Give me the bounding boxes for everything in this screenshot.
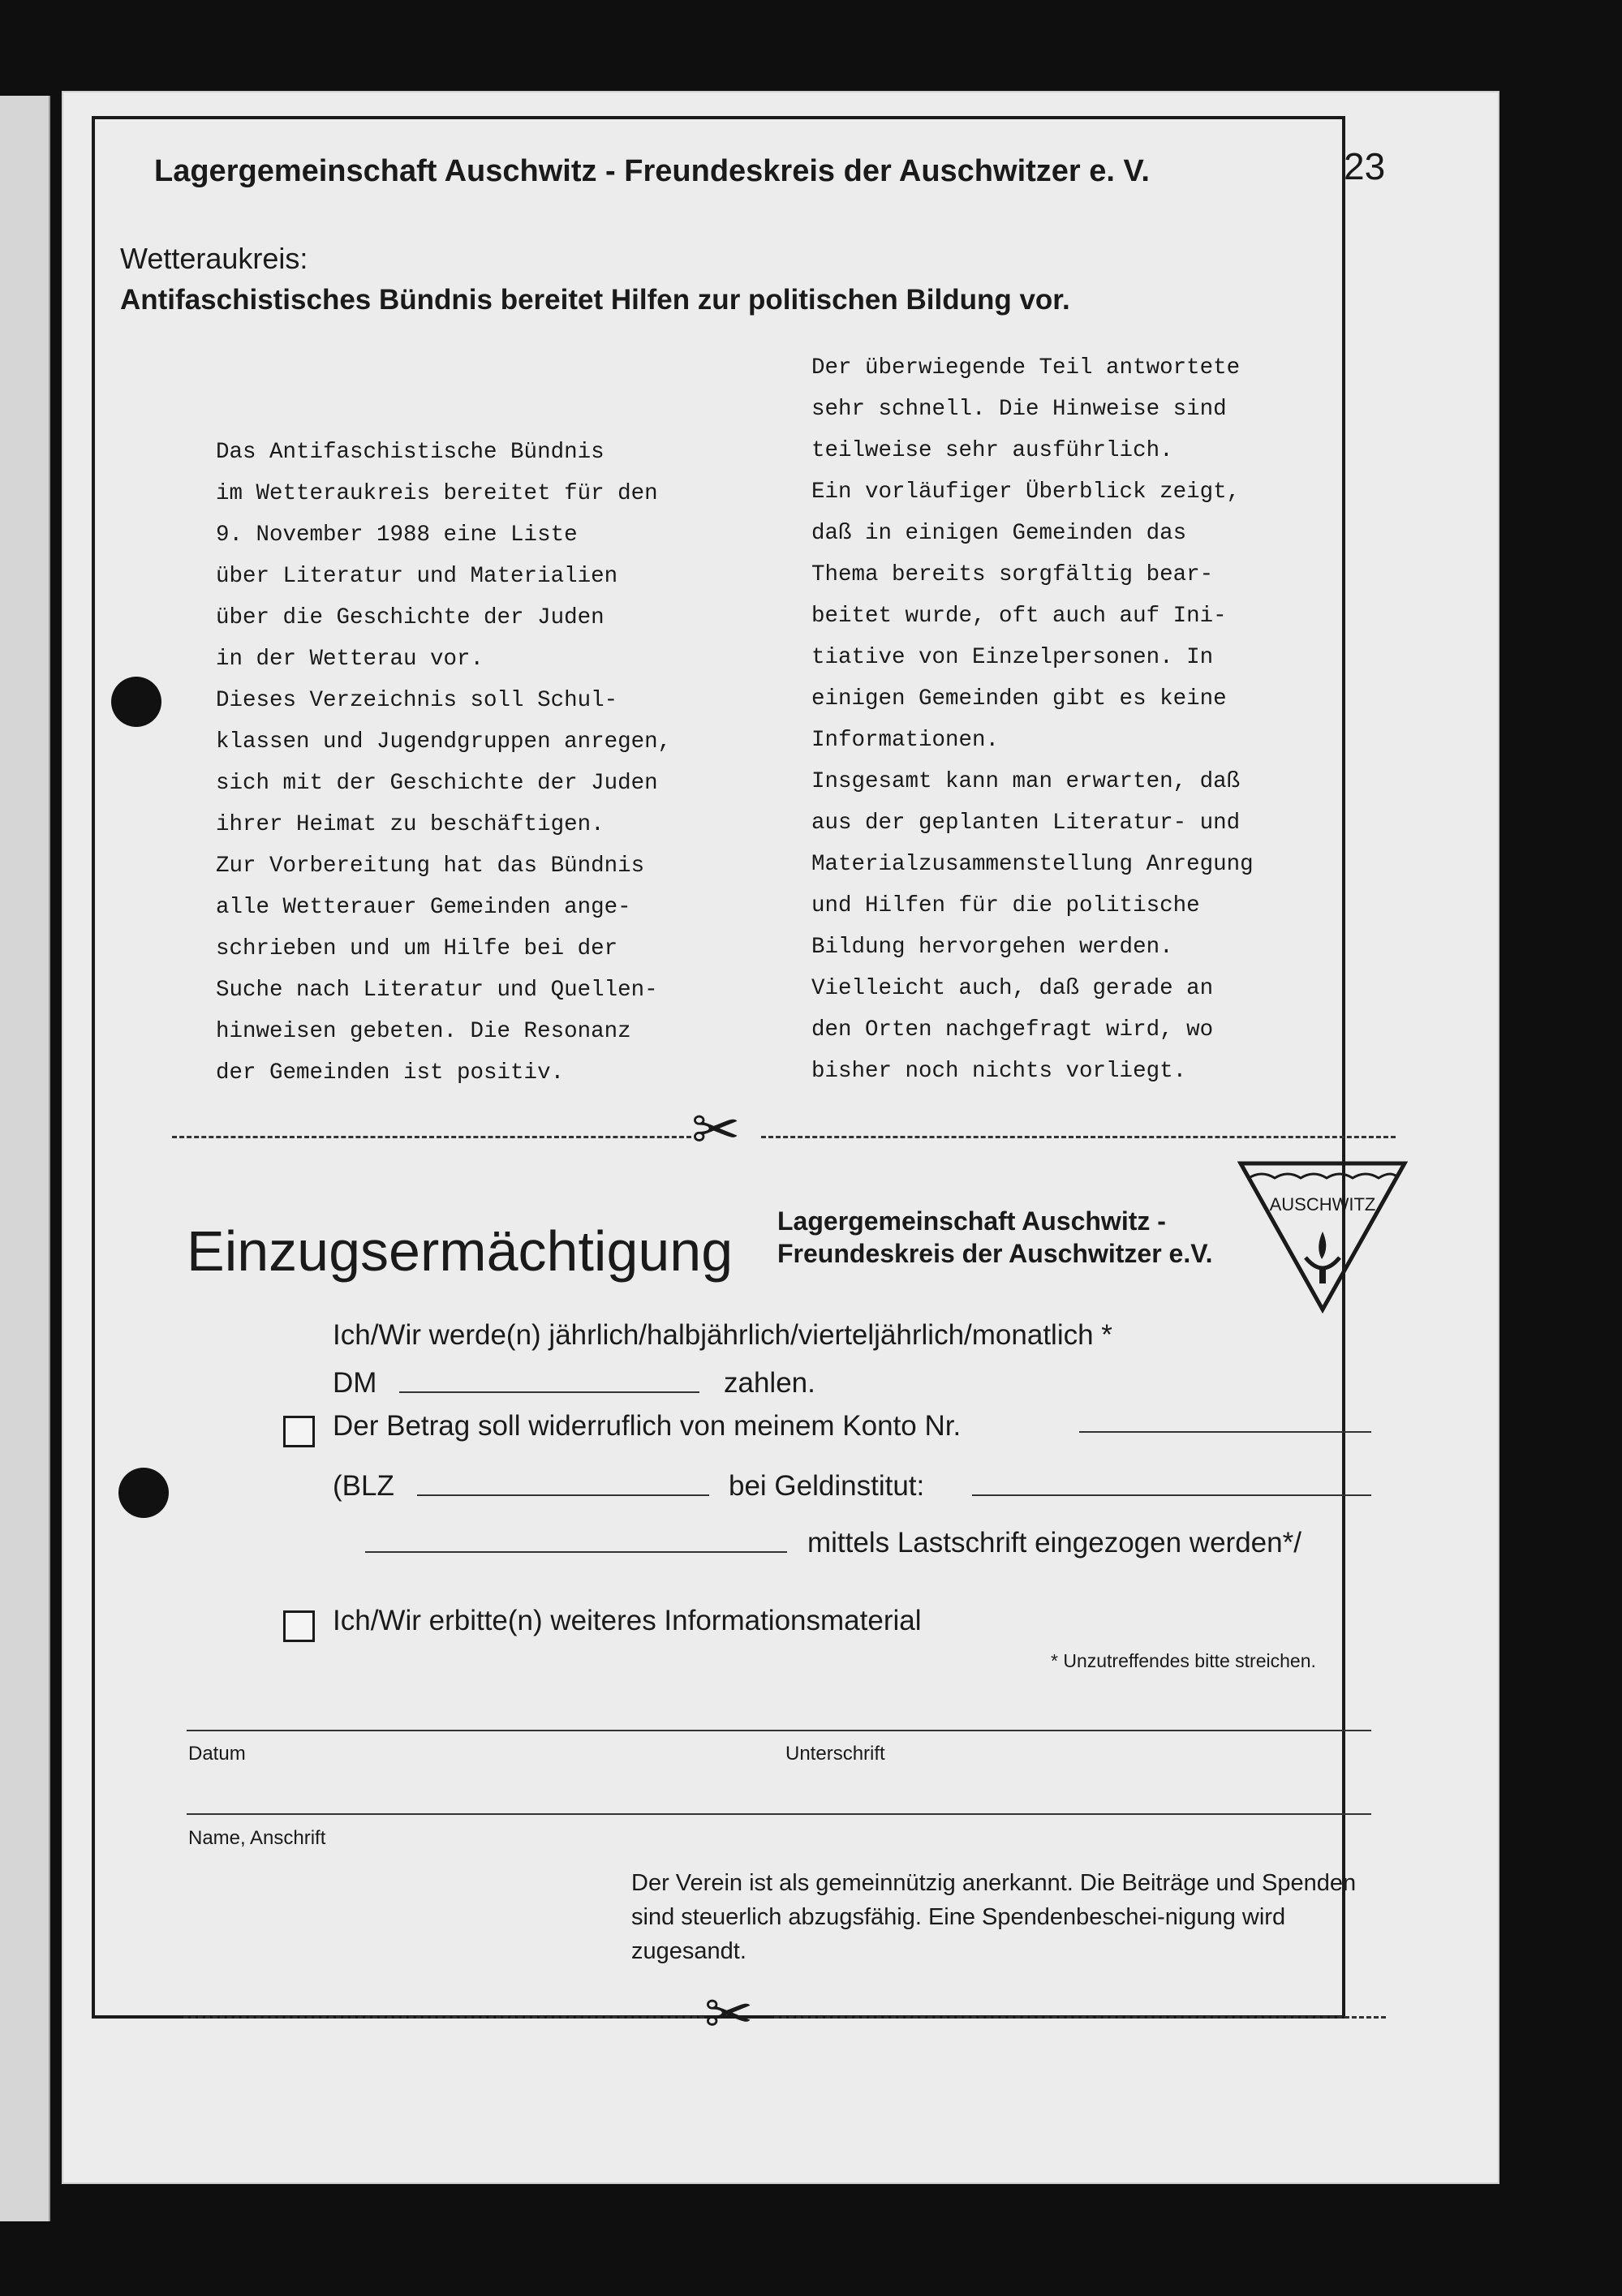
bank-label: bei Geldinstitut: [729, 1470, 925, 1502]
date-signature-line[interactable] [187, 1730, 1371, 1731]
account-line: Der Betrag soll widerruflich von meinem Konto Nr. [333, 1410, 962, 1442]
dm-label: DM [333, 1367, 377, 1399]
page-header-title: Lagergemeinschaft Auschwitz - Freundeskreis der Auschwitzer e. V. [154, 154, 1150, 188]
account-number-field[interactable] [1079, 1431, 1371, 1433]
form-title: Einzugsermächtigung [187, 1219, 734, 1283]
blz-label: (BLZ [333, 1470, 394, 1502]
name-address-label: Name, Anschrift [188, 1827, 326, 1849]
pay-label: zahlen. [724, 1367, 815, 1399]
cut-line-top-left [172, 1136, 691, 1138]
logo-text: AUSCHWITZ [1269, 1194, 1376, 1215]
scissors-icon: ✂ [691, 1098, 741, 1163]
footnote: * Unzutreffendes bitte streichen. [1051, 1650, 1316, 1671]
info-line: Ich/Wir erbitte(n) weiteres Informationsmaterial [333, 1605, 922, 1636]
tax-disclaimer: Der Verein ist als gemeinnützig anerkannt. Die Beiträge und Spenden sind steuerlich abzugsfähig. Eine Spendenbeschei-nigung wird zugesandt. [631, 1870, 1357, 1964]
date-label: Datum [188, 1743, 246, 1765]
article-left-column: Das Antifaschistische Bündnis im Wetteraukreis bereitet für den 9. November 1988 eine Liste über Literatur und Materialien über die Geschichte der Juden in der Wetterau vor. Dieses Verzeichnis soll Schul- klassen und Jugendgruppen anregen, sich mit der Geschichte der Juden ihrer Heimat zu beschäftigen. Zur Vorbereitung hat das Bündnis alle Wetterauer Gemeinden ange- schrieben und um Hilfe bei der Suche nach Literatur und Quellen- hinweisen gebeten. Die Resonanz der Gemeinden ist positiv. [216, 440, 672, 1086]
debit-line: mittels Lastschrift eingezogen werden*/ [807, 1527, 1301, 1559]
cut-line-bottom-right [774, 2016, 1386, 2019]
form-org-line2: Freundeskreis der Auschwitzer e.V. [777, 1239, 1213, 1268]
scissors-icon: ✂ [704, 1982, 754, 2047]
name-address-line[interactable] [187, 1813, 1371, 1815]
amount-field[interactable] [399, 1391, 699, 1393]
frequency-line: Ich/Wir werde(n) jährlich/halbjährlich/vierteljährlich/monatlich * [333, 1319, 1112, 1351]
bank-name-field[interactable] [972, 1494, 1371, 1496]
form-organization [777, 1205, 1213, 1270]
article-region-label: Wetteraukreis: [120, 242, 308, 275]
page-number: 23 [1344, 145, 1386, 187]
auschwitz-logo [1237, 1160, 1408, 1314]
blz-field[interactable] [417, 1494, 709, 1496]
debit-checkbox[interactable] [283, 1416, 315, 1447]
bank-name-field-continued[interactable] [365, 1551, 787, 1553]
article-right-column: Der überwiegende Teil antwortete sehr schnell. Die Hinweise sind teilweise sehr ausführlich. Ein vorläufiger Überblick zeigt, daß in einigen Gemeinden das Thema bereits sorgfältig bear- beitet wurde, oft auch auf Ini- tiative von Einzelpersonen. In einigen Gemeinden gibt es keine Informationen. Insgesamt kann man erwarten, daß aus der geplanten Literatur- und Materialzusammenstellung Anregung und Hilfen für die politische Bildung hervorgehen werden. Vielleicht auch, daß gerade an den Orten nachgefragt wird, wo bisher noch nichts vorliegt. [811, 355, 1254, 1084]
form-org-line1: Lagergemeinschaft Auschwitz - [777, 1206, 1166, 1236]
signature-label: Unterschrift [785, 1743, 885, 1765]
info-checkbox[interactable] [283, 1610, 315, 1642]
article-headline: Antifaschistisches Bündnis bereitet Hilfen zur politischen Bildung vor. [120, 284, 1070, 316]
adjacent-page-edge [0, 96, 50, 2221]
cut-line-top-right [761, 1136, 1396, 1138]
cut-line-bottom-left [183, 2016, 704, 2019]
